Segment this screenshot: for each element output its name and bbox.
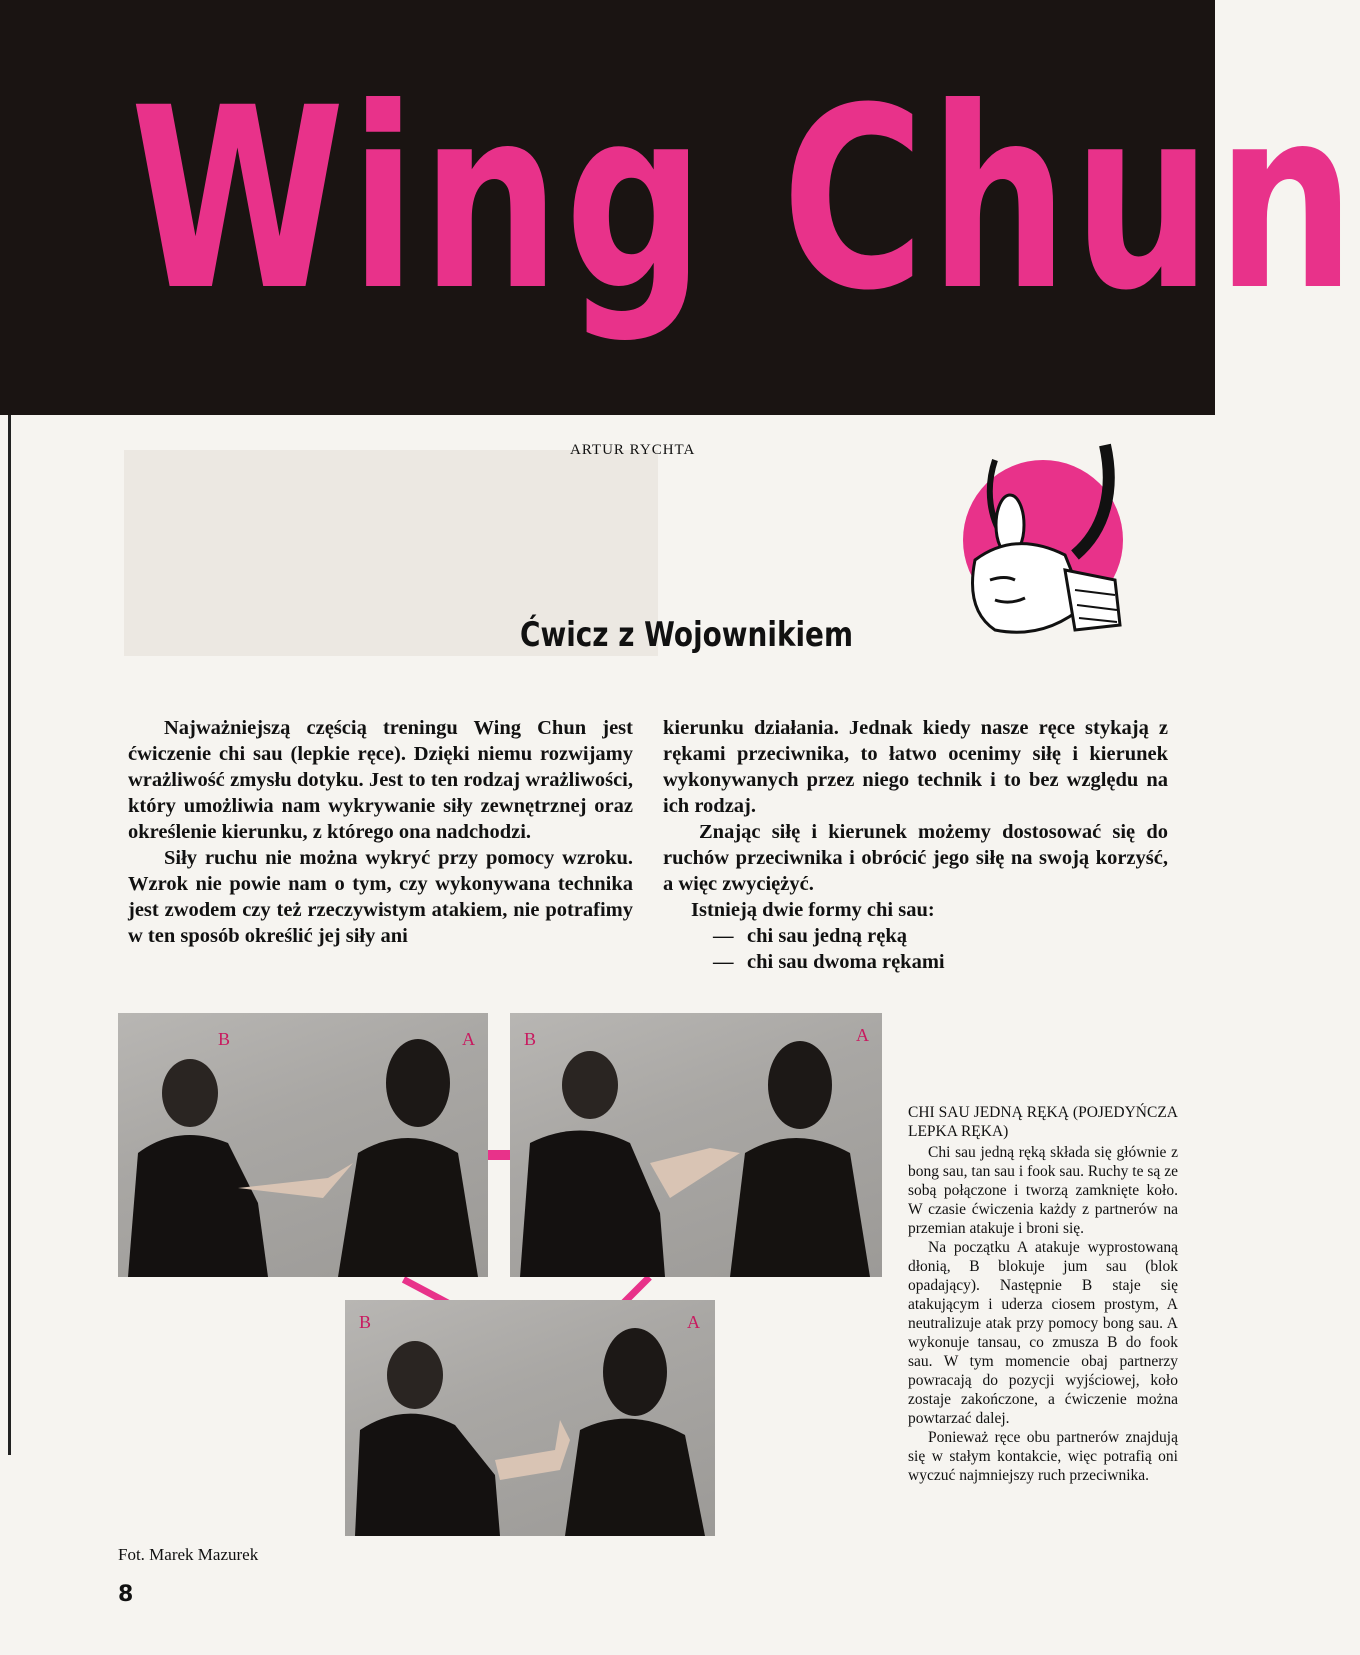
sidebar-text [908, 1103, 1178, 1485]
photo-step-2 [510, 1013, 882, 1277]
photo-step-1 [118, 1013, 488, 1277]
paragraph: Na początku A atakuje wyprostowaną dłonią, B blokuje jum sau (blok opadający). Następnie B staje się atakującym i uderza ciosem prostym, A neutralizuje atak przy pomocy bong sau. A wykonuje tansau, co zmusza B do fook sau. W tym momencie obaj partnerzy powracają do pozycji wyjściowej, koło zostaje zakończone, a ćwiczenie można powtarzać dalej. [908, 1239, 1178, 1427]
paragraph: Najważniejszą częścią treningu Wing Chun jest ćwiczenie chi sau (lepkie ręce). Dzięki niemu rozwijamy wrażliwość zmysłu dotyku. Jest to ten rodzaj wrażliwości, który umożliwia nam wykrywanie siły zewnętrznej oraz określenie kierunku, z którego ona nadchodzi. [128, 717, 633, 843]
photo-credit: Fot. Marek Mazurek [118, 1545, 259, 1564]
photo-step-3 [345, 1300, 715, 1536]
connector-line [488, 1150, 510, 1160]
paragraph: Chi sau jedną ręką składa się głównie z bong sau, tan sau i fook sau. Ruchy te są ze sobą połączone i tworzą zamknięte koło. W czasie ćwiczenia każdy z partnerów na przemian atakuje i broni się. [908, 1144, 1178, 1237]
text-column-right [663, 715, 1168, 975]
title-banner [0, 0, 1360, 415]
text-column-left [128, 715, 633, 949]
page-number: 8 [118, 1582, 134, 1607]
fighters-silhouette [345, 1300, 715, 1536]
author-name: ARTUR RYCHTA [570, 442, 696, 458]
paragraph: Siły ruchu nie można wykryć przy pomocy wzroku. Wzrok nie powie nam o tym, czy wykonywana technika jest zwodem czy też rzeczywistym atakiem, nie potrafimy w ten sposób określić jej siły ani [128, 847, 633, 947]
sidebar-heading: CHI SAU JEDNĄ RĘKĄ (POJEDYŃCZA LEPKA RĘKA) [908, 1104, 1178, 1140]
list-dash: — [713, 951, 734, 973]
magazine-title: Wing Chun [130, 54, 1360, 345]
list-item [663, 923, 1168, 949]
paragraph: Znając siłę i kierunek możemy dostosować się do ruchów przeciwnika i obrócić jego siłę na swoją korzyść, a więc zwyciężyć. [663, 821, 1168, 895]
list-item-text: chi sau dwoma rękami [747, 951, 945, 973]
person-label-a: A [462, 1029, 475, 1049]
person-label-a: A [856, 1025, 869, 1045]
samurai-helmet-icon [955, 430, 1130, 660]
list-item-text: chi sau jedną ręką [747, 925, 908, 947]
list-intro: Istnieją dwie formy chi sau: [691, 899, 935, 921]
person-label-b: B [524, 1029, 537, 1049]
fighters-silhouette [118, 1013, 488, 1277]
person-label-a: A [687, 1312, 700, 1332]
person-label-b: B [218, 1029, 231, 1049]
person-label-b: B [359, 1312, 372, 1332]
paragraph: Ponieważ ręce obu partnerów znajdują się w stałym kontakcie, więc potrafią oni wyczuć najmniejszy ruch przeciwnika. [908, 1429, 1178, 1484]
article-subtitle: Ćwicz z Wojownikiem [520, 615, 854, 655]
fighters-silhouette [510, 1013, 882, 1277]
page-edge-rule [8, 415, 11, 1455]
list-item [663, 949, 1168, 975]
list-dash: — [713, 925, 734, 947]
paragraph: kierunku działania. Jednak kiedy nasze ręce stykają z rękami przeciwnika, to łatwo ocenimy siłę i kierunek wykonywanych przez niego technik i to bez względu na ich rodzaj. [663, 717, 1168, 817]
